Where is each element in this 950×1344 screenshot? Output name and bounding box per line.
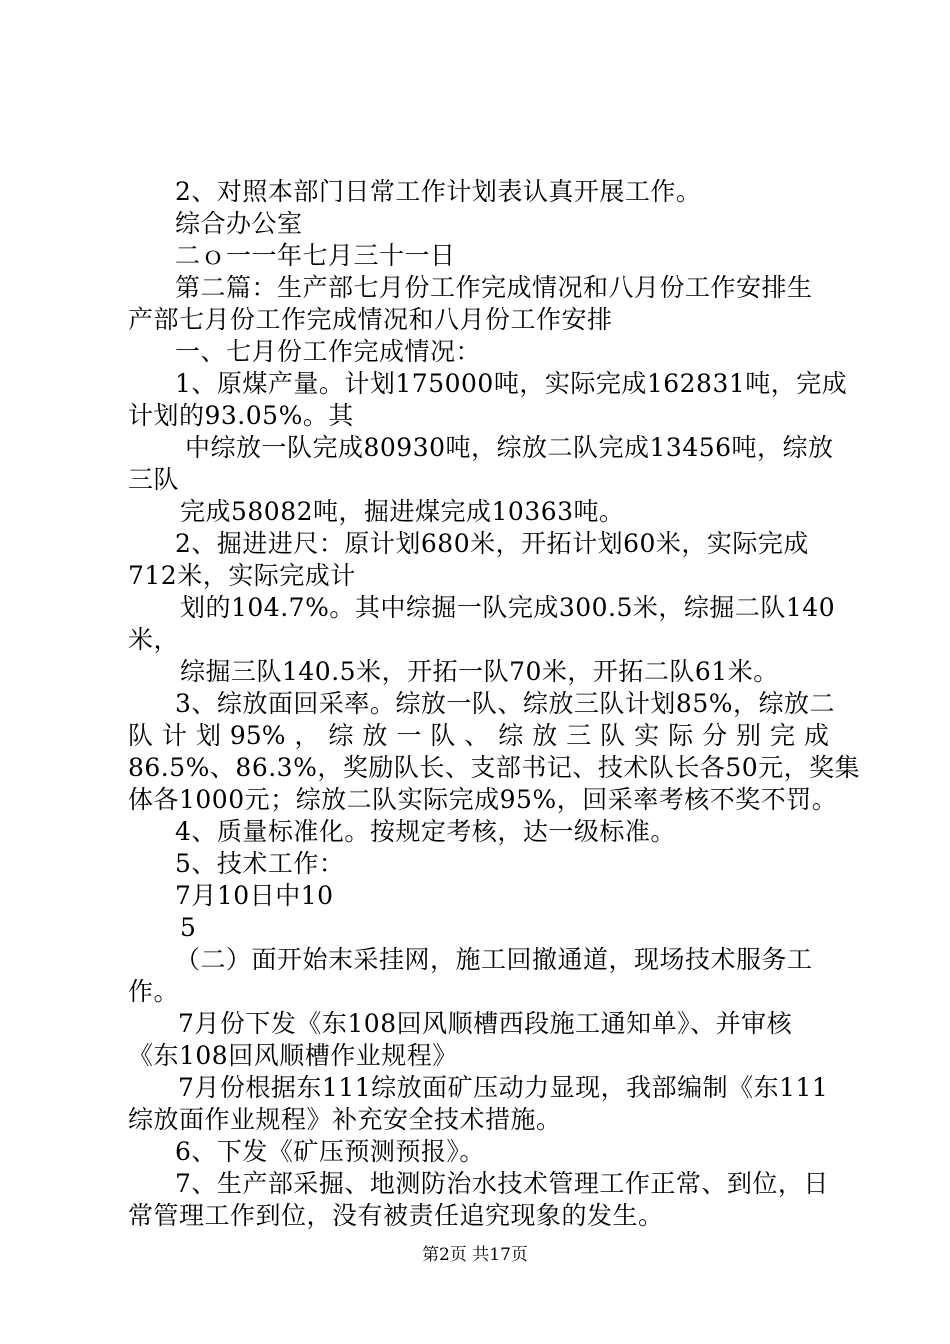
text-token: ， [294, 721, 320, 750]
text-line: 综放面作业规程》补充安全技术措施。 [128, 1105, 562, 1134]
text-line: 6、下发《矿压预测预报》。 [175, 1137, 485, 1166]
text-line: 第二篇：生产部七月份工作完成情况和八月份工作安排生 [175, 273, 813, 302]
text-token: 放 [362, 721, 388, 750]
text-line: 3、综放面回采率。综放一队、综放三队计划85%，综放二 [175, 689, 835, 718]
text-line: 7、生产部采掘、地测防治水技术管理工作正常、到位，日 [175, 1169, 829, 1198]
justified-text-line [128, 720, 829, 752]
text-line: 7月10日中10 [175, 881, 334, 910]
text-line: 体各1000元；综放二队实际完成95%，回采率考核不奖不罚。 [128, 785, 838, 814]
text-token: 队 [600, 721, 626, 750]
text-token: 计 [161, 721, 187, 750]
text-token: 分 [702, 721, 728, 750]
text-token: 一 [396, 721, 422, 750]
text-token: 队 [430, 721, 456, 750]
text-line: 2、对照本部门日常工作计划表认真开展工作。 [175, 177, 702, 206]
text-line: 712米，实际完成计 [128, 561, 356, 590]
text-line: 划的104.7%。其中综掘一队完成300.5米，综掘二队140 [180, 593, 836, 622]
text-line: 综合办公室 [175, 209, 303, 238]
text-token: 、 [464, 721, 490, 750]
text-line: 2、掘进进尺：原计划680米，开拓计划60米，实际完成 [175, 529, 809, 558]
text-token: 划 [195, 721, 221, 750]
text-line: 4、质量标准化。按规定考核，达一级标准。 [175, 817, 676, 846]
text-token: 放 [532, 721, 558, 750]
text-line: 5 [180, 913, 197, 942]
text-token: 成 [803, 721, 829, 750]
text-token: 95% [229, 721, 286, 750]
text-token: 队 [128, 721, 154, 750]
text-line: 5、技术工作： [175, 849, 345, 878]
text-line: 《东108回风顺槽作业规程》 [128, 1041, 458, 1070]
text-token: 三 [566, 721, 592, 750]
text-line: 86.5%、86.3%，奖励队长、支部书记、技术队长各50元，奖集 [128, 753, 861, 782]
text-token: 别 [736, 721, 762, 750]
text-token: 完 [770, 721, 796, 750]
text-token: 际 [668, 721, 694, 750]
text-line: 常管理工作到位，没有被责任追究现象的发生。 [128, 1201, 664, 1230]
text-line: 中综放一队完成80930吨，综放二队完成13456吨，综放 [185, 433, 834, 462]
text-line: 综掘三队140.5米，开拓一队70米，开拓二队61米。 [180, 657, 779, 686]
text-line: 三队 [128, 465, 180, 494]
text-line: 7月份下发《东108回风顺槽西段施工通知单》、并审核 [178, 1009, 793, 1038]
text-token: 实 [634, 721, 660, 750]
text-token: 综 [498, 721, 524, 750]
text-line: 7月份根据东111综放面矿压动力显现，我部编制《东111 [178, 1073, 829, 1102]
text-line: 作。 [128, 977, 180, 1006]
text-line: 二ｏ一一年七月三十一日 [175, 241, 456, 270]
text-line: 米， [128, 625, 180, 654]
text-line: 一、七月份工作完成情况： [175, 337, 482, 366]
text-token: 综 [328, 721, 354, 750]
text-line: 产部七月份工作完成情况和八月份工作安排 [128, 305, 613, 334]
text-line: 1、原煤产量。计划175000吨，实际完成162831吨，完成 [175, 369, 848, 398]
text-line: 计划的93.05%。其 [128, 401, 354, 430]
text-line: （二）面开始末采挂网，施工回撤通道，现场技术服务工 [175, 945, 813, 974]
page-footer: 第2页 共17页 [422, 1245, 528, 1265]
text-line: 完成58082吨，掘进煤完成10363吨。 [180, 497, 625, 526]
